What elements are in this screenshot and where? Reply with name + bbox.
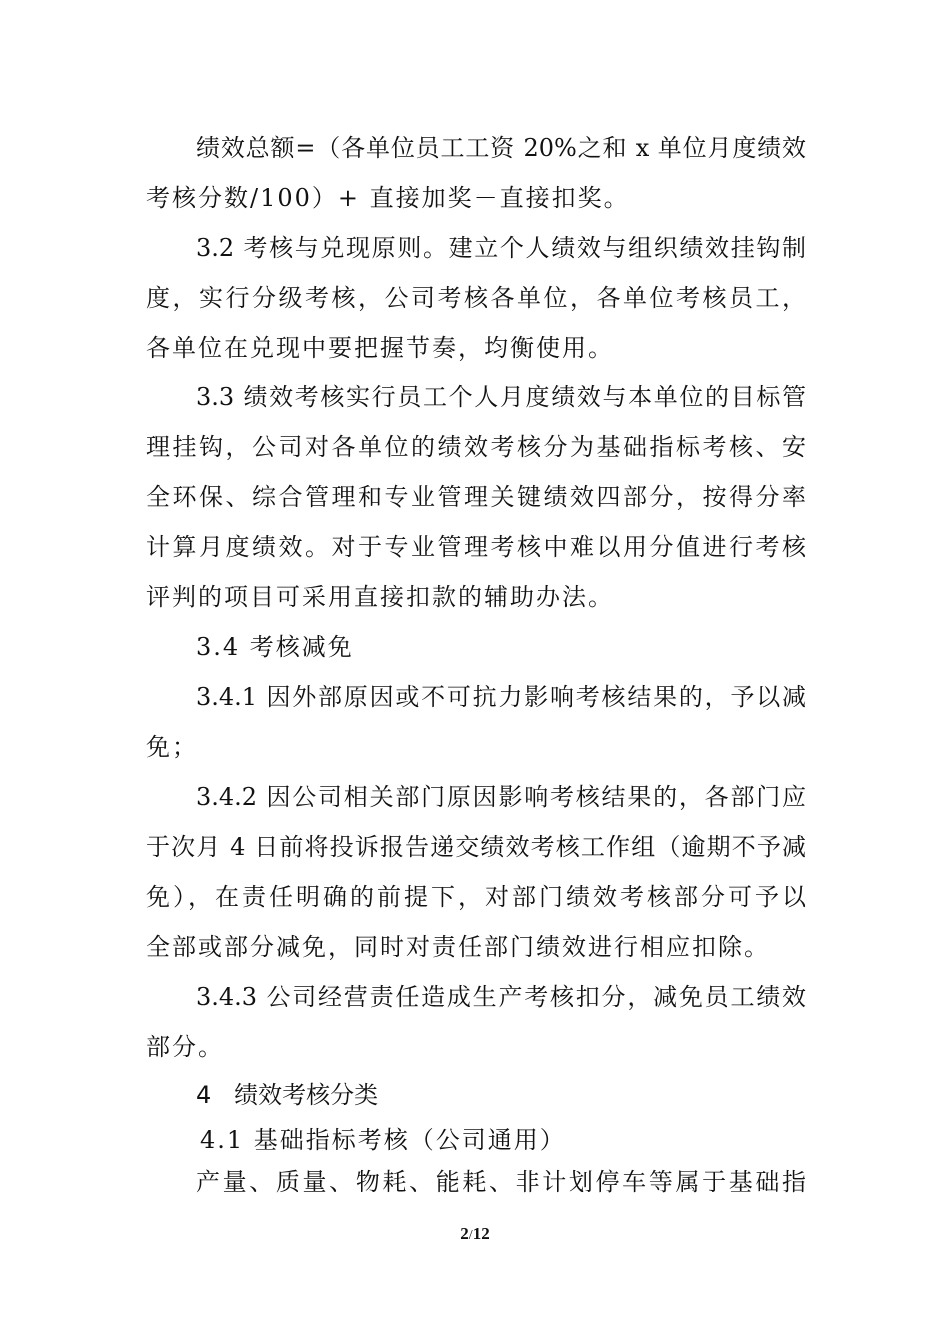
text-line: 3.4.1 因外部原因或不可抗力影响考核结果的，予以减 [196, 683, 806, 711]
text-line: 各单位在兑现中要把握节奏，均衡使用。 [146, 334, 614, 362]
text-line: 3.4.2 因公司相关部门原因影响考核结果的，各部门应 [196, 783, 806, 811]
text-line: 免； [146, 733, 198, 761]
text-line: 绩效总额=（各单位员工工资 20%之和 x 单位月度绩效 [196, 134, 806, 162]
page-number [0, 1224, 950, 1244]
subsection-heading: 4.1 基础指标考核（公司通用） [200, 1126, 566, 1154]
text-line: 产量、质量、物耗、能耗、非计划停车等属于基础指 [196, 1168, 806, 1196]
text-line: 计算月度绩效。对于专业管理考核中难以用分值进行考核 [146, 533, 806, 561]
text-line: 3.4 考核减免 [196, 633, 354, 661]
text-line: 考核分数/100）+ 直接加奖－直接扣奖。 [146, 184, 630, 212]
text-line: 3.4.3 公司经营责任造成生产考核扣分，减免员工绩效 [196, 983, 806, 1011]
text-line: 3.2 考核与兑现原则。建立个人绩效与组织绩效挂钩制 [196, 234, 806, 262]
text-line: 于次月 4 日前将投诉报告递交绩效考核工作组（逾期不予减 [146, 833, 806, 861]
text-line: 理挂钩，公司对各单位的绩效考核分为基础指标考核、安 [146, 433, 806, 461]
text-line: 度，实行分级考核，公司考核各单位，各单位考核员工， [146, 284, 806, 312]
text-line: 全环保、综合管理和专业管理关键绩效四部分，按得分率 [146, 483, 806, 511]
text-line: 免），在责任明确的前提下，对部门绩效考核部分可予以 [146, 883, 806, 911]
text-line: 全部或部分减免，同时对责任部门绩效进行相应扣除。 [146, 933, 770, 961]
section-heading: 4 绩效考核分类 [196, 1081, 379, 1109]
total-pages: 12 [472, 1224, 490, 1243]
text-line: 评判的项目可采用直接扣款的辅助办法。 [146, 583, 614, 611]
current-page: 2 [460, 1224, 469, 1243]
text-line: 3.3 绩效考核实行员工个人月度绩效与本单位的目标管 [196, 383, 806, 411]
page-separator: / [468, 1228, 473, 1243]
text-line: 部分。 [146, 1033, 224, 1061]
